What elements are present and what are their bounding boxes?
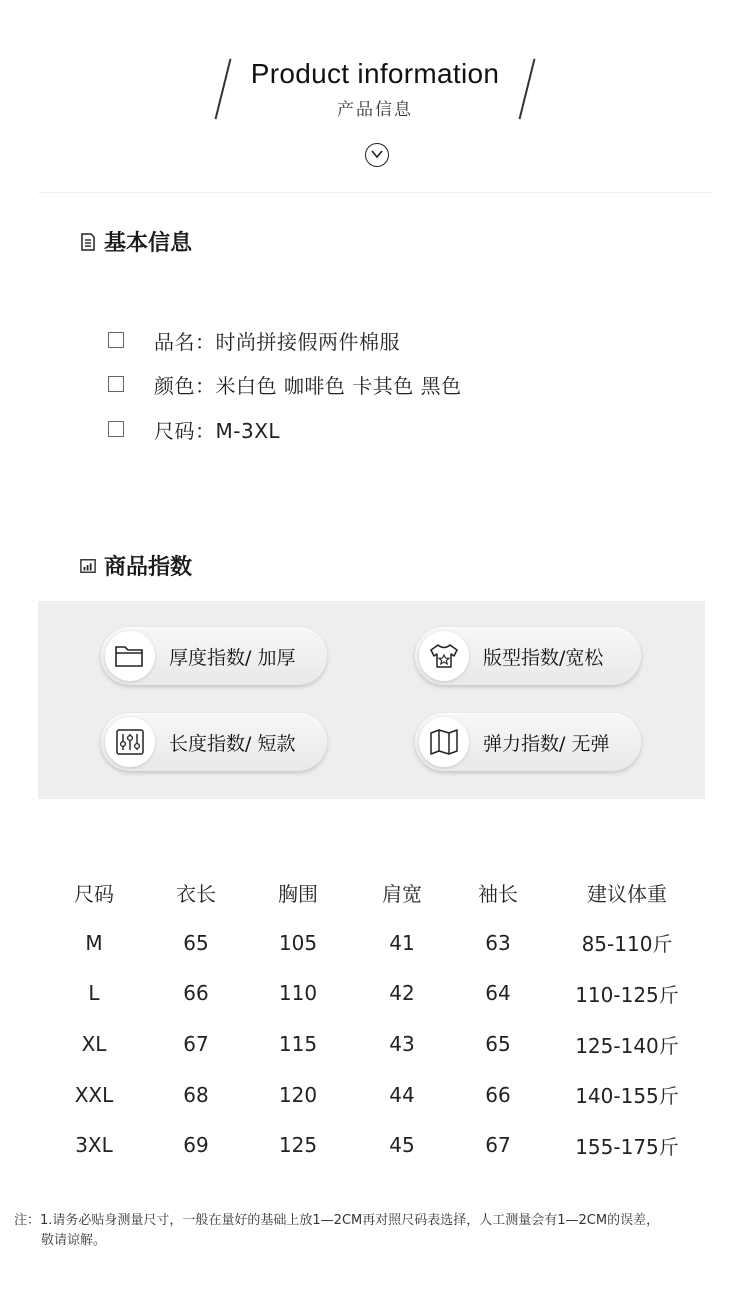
checkbox-icon bbox=[108, 376, 124, 392]
cell-size: M bbox=[85, 930, 103, 955]
index-thickness-label: 厚度指数/ 加厚 bbox=[169, 646, 296, 669]
cell-chest: 110 bbox=[278, 981, 318, 1006]
measurement-note bbox=[14, 1211, 734, 1251]
fabric-icon bbox=[428, 728, 460, 756]
table-row bbox=[40, 1019, 710, 1070]
cell-sleeve: 63 bbox=[485, 930, 511, 955]
cell-size: XL bbox=[81, 1032, 107, 1057]
cell-size: L bbox=[88, 981, 100, 1006]
cell-size: XXL bbox=[74, 1082, 114, 1107]
title-chinese: 产品信息 bbox=[337, 100, 413, 120]
product-index-title: 商品指数 bbox=[104, 555, 193, 580]
cell-length: 69 bbox=[183, 1133, 209, 1158]
table-row bbox=[40, 918, 710, 969]
header-shoulder: 肩宽 bbox=[382, 881, 422, 906]
cell-chest: 115 bbox=[278, 1032, 318, 1057]
header-divider bbox=[38, 192, 712, 193]
cell-weight: 140-155斤 bbox=[575, 1084, 679, 1109]
basic-info-title: 基本信息 bbox=[104, 231, 193, 256]
chevron-down-icon bbox=[365, 143, 389, 167]
cell-length: 66 bbox=[183, 981, 209, 1006]
cell-shoulder: 45 bbox=[389, 1133, 415, 1158]
cell-sleeve: 65 bbox=[485, 1032, 511, 1057]
cell-length: 67 bbox=[183, 1032, 209, 1057]
cell-sleeve: 64 bbox=[485, 981, 511, 1006]
header-length: 衣长 bbox=[176, 881, 216, 906]
header-size: 尺码 bbox=[74, 881, 114, 906]
cell-chest: 105 bbox=[278, 930, 318, 955]
table-row bbox=[40, 968, 710, 1019]
checkbox-icon bbox=[108, 332, 124, 348]
tshirt-icon bbox=[428, 642, 460, 670]
bar-chart-icon bbox=[80, 557, 96, 575]
cell-shoulder: 43 bbox=[389, 1032, 415, 1057]
index-length bbox=[101, 713, 327, 771]
page-header bbox=[0, 0, 750, 195]
index-elasticity-label: 弹力指数/ 无弹 bbox=[483, 732, 610, 755]
cell-weight: 125-140斤 bbox=[575, 1033, 679, 1058]
product-index-heading bbox=[80, 550, 192, 581]
basic-info-heading bbox=[80, 226, 192, 257]
document-icon bbox=[80, 233, 96, 251]
table-row bbox=[40, 1120, 710, 1171]
cell-shoulder: 41 bbox=[389, 930, 415, 955]
cell-weight: 155-175斤 bbox=[575, 1134, 679, 1159]
info-color-text: 颜色：米白色 咖啡色 卡其色 黑色 bbox=[154, 373, 462, 398]
info-row-size bbox=[108, 414, 280, 444]
header-sleeve: 袖长 bbox=[478, 881, 518, 906]
header-chest: 胸围 bbox=[278, 881, 318, 906]
index-panel bbox=[38, 601, 705, 799]
sliders-icon bbox=[115, 728, 145, 756]
cell-sleeve: 66 bbox=[485, 1082, 511, 1107]
info-row-color bbox=[108, 369, 462, 399]
info-name-text: 品名：时尚拼接假两件棉服 bbox=[154, 329, 400, 354]
cell-shoulder: 42 bbox=[389, 981, 415, 1006]
table-row bbox=[40, 1069, 710, 1120]
info-row-name bbox=[108, 325, 400, 355]
cell-length: 68 bbox=[183, 1082, 209, 1107]
table-header-row bbox=[40, 867, 710, 918]
index-fit-label: 版型指数/宽松 bbox=[483, 646, 604, 669]
index-length-label: 长度指数/ 短款 bbox=[169, 732, 296, 755]
info-size-text: 尺码：M-3XL bbox=[154, 418, 281, 443]
cell-sleeve: 67 bbox=[485, 1133, 511, 1158]
index-thickness bbox=[101, 627, 327, 685]
cell-size: 3XL bbox=[75, 1133, 113, 1158]
note-line-1: 注：1.请务必贴身测量尺寸，一般在量好的基础上放1—2CM再对照尺码表选择，人工测量会有1—2CM的误差， bbox=[14, 1213, 660, 1228]
cell-shoulder: 44 bbox=[389, 1082, 415, 1107]
cell-weight: 110-125斤 bbox=[575, 982, 679, 1007]
cell-weight: 85-110斤 bbox=[581, 932, 673, 957]
header-weight: 建议体重 bbox=[587, 881, 667, 906]
cell-chest: 125 bbox=[278, 1133, 318, 1158]
cell-length: 65 bbox=[183, 930, 209, 955]
size-table bbox=[40, 867, 710, 1171]
cell-chest: 120 bbox=[278, 1082, 318, 1107]
title-english: Product information bbox=[250, 58, 500, 89]
note-line-2: 敬请谅解。 bbox=[41, 1233, 107, 1248]
folder-icon bbox=[114, 643, 146, 669]
index-fit bbox=[415, 627, 641, 685]
index-elasticity bbox=[415, 713, 641, 771]
checkbox-icon bbox=[108, 421, 124, 437]
